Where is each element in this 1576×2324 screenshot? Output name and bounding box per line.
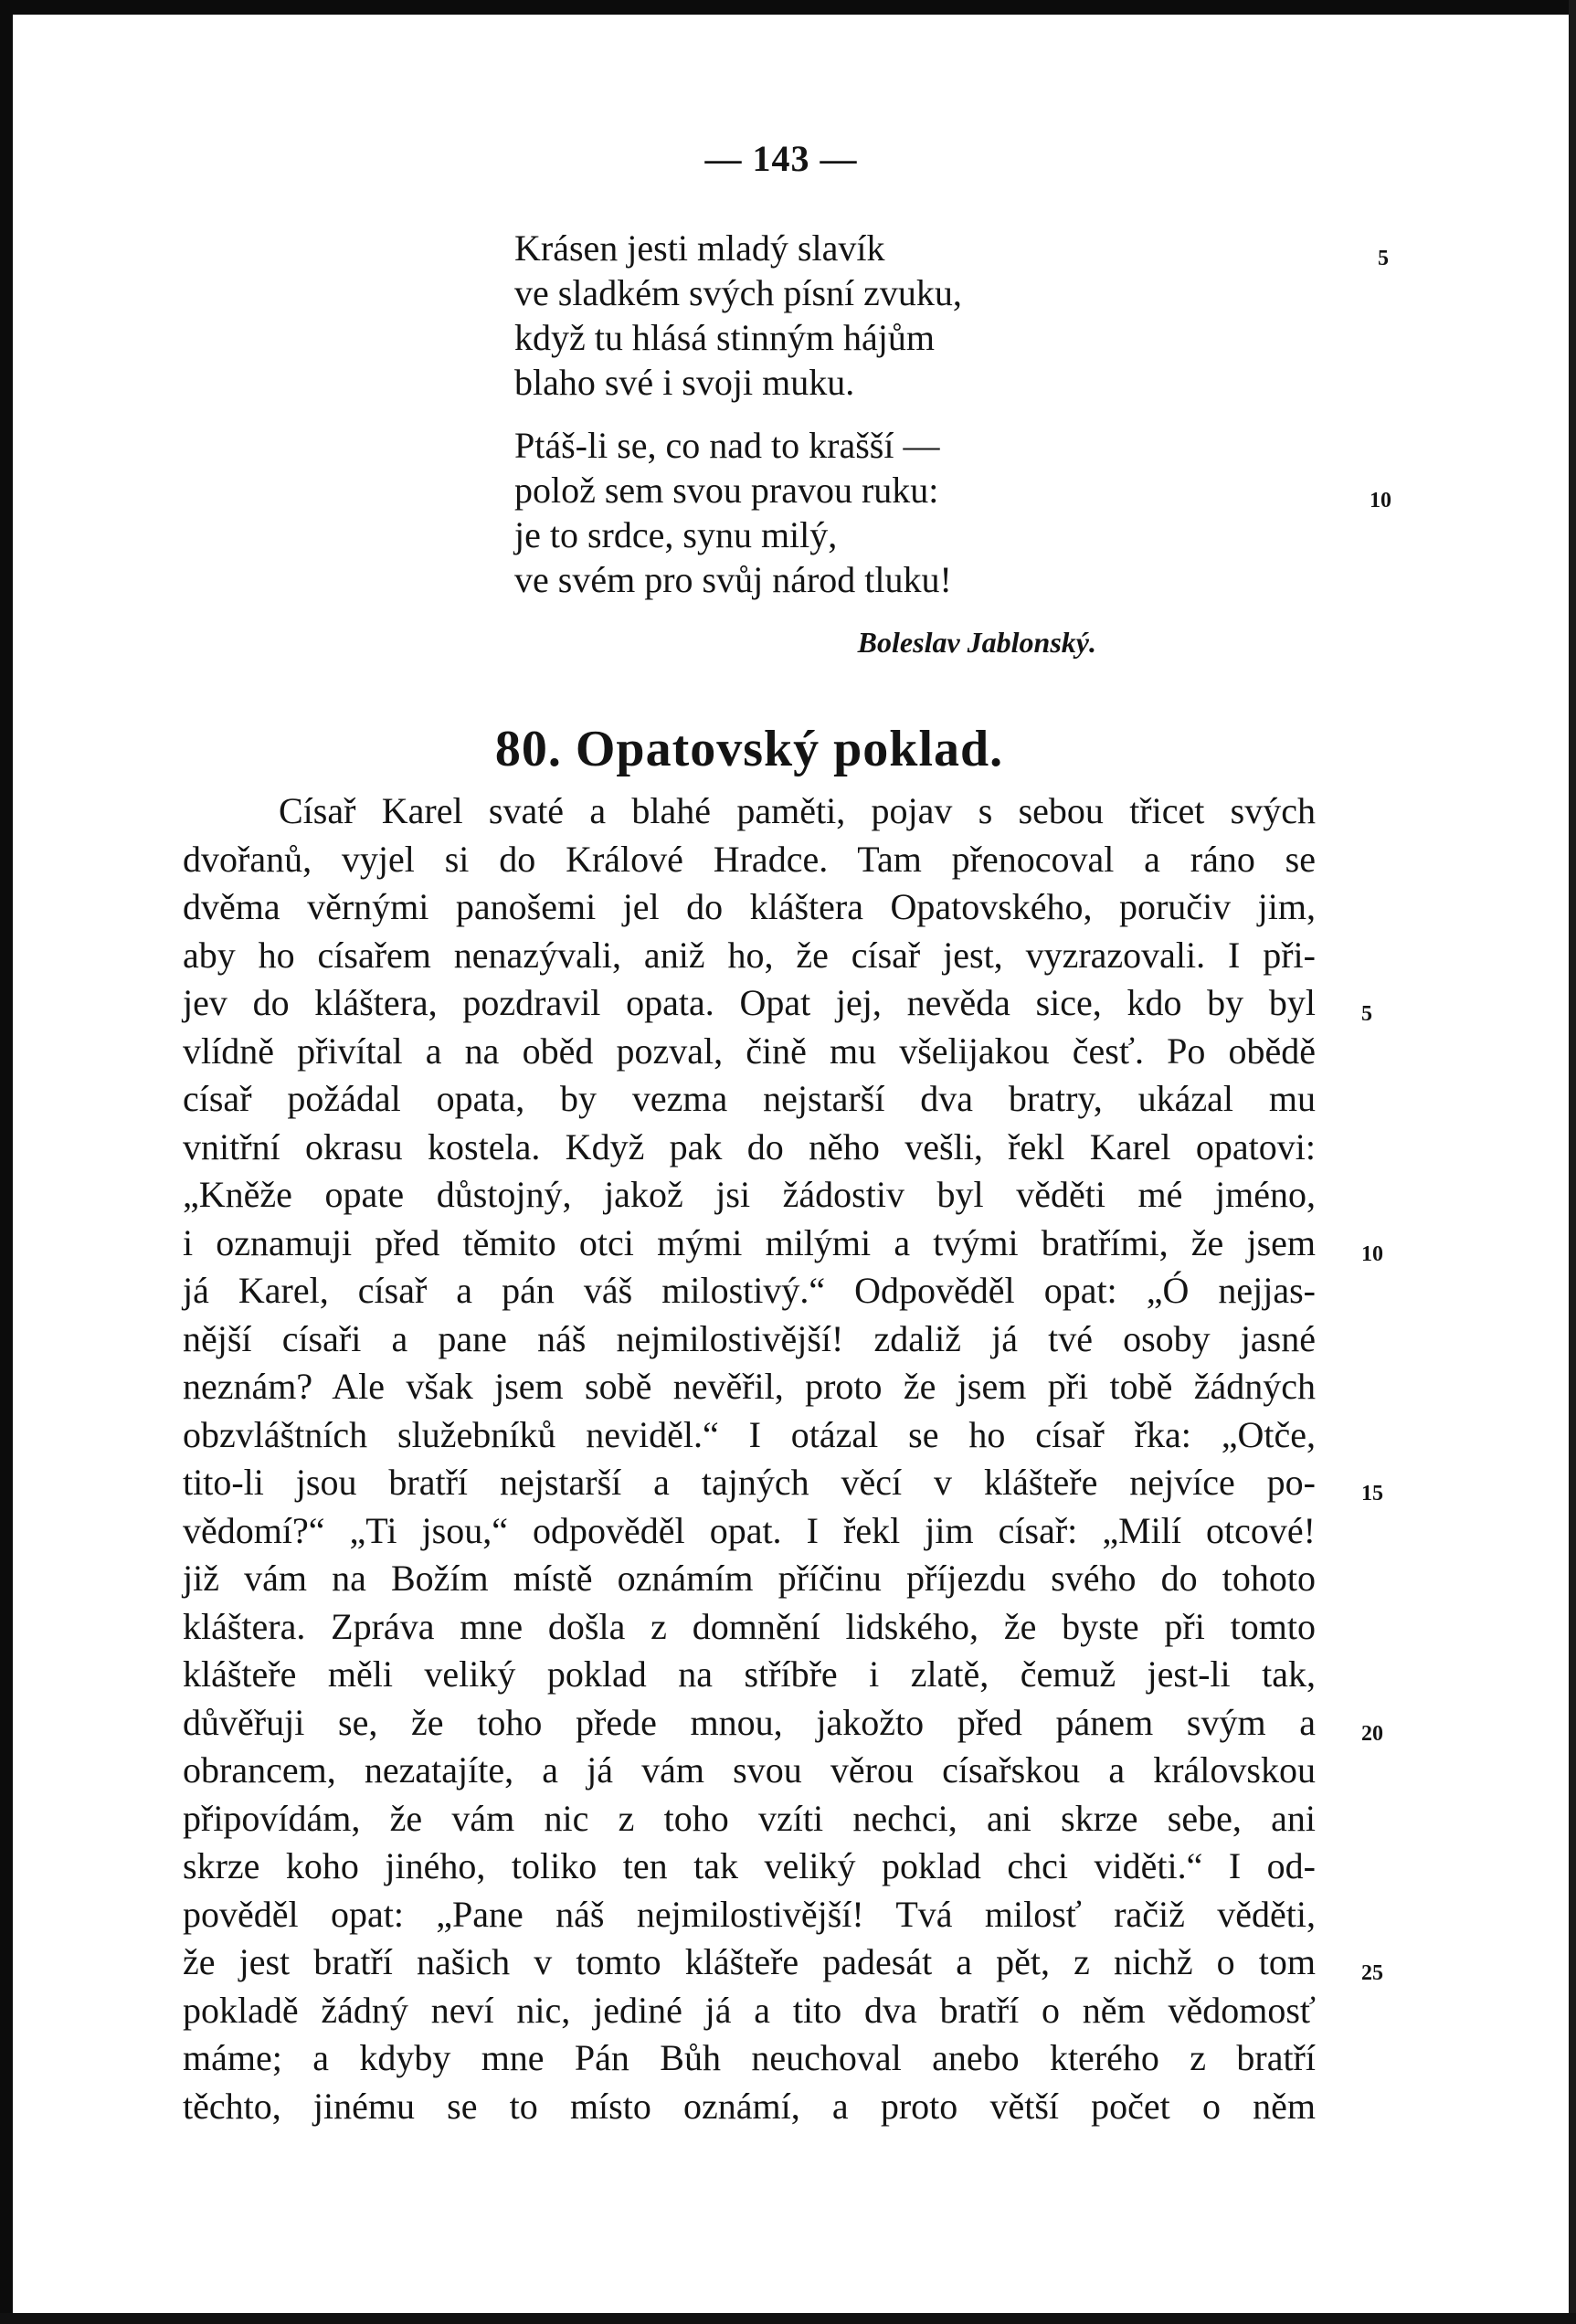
verse-line <box>514 226 1389 270</box>
text-line: vědomí?“ „Ti jsou,“ odpověděl opat. I řekl jim císař: „Milí otcové! <box>183 1509 1316 1551</box>
text-line-content: tito-li jsou bratří nejstarší a tajných věcí v klášteře nejvíce po- <box>183 1462 1316 1503</box>
text-line: Císař Karel svaté a blahé paměti, pojav s sebou třicet svých <box>279 790 1316 831</box>
text-line: císař požádal opata, by vezma nejstarší dva bratry, ukázal mu <box>183 1078 1316 1119</box>
chapter-title: 80. Opatovský poklad. <box>494 721 1004 777</box>
verse-text: je to srdce, synu milý, <box>514 514 838 555</box>
text-line: neznám? Ale však jsem sobě nevěřil, proto že jsem při tobě žádných <box>183 1366 1316 1407</box>
line-number: 20 <box>1361 1721 1383 1746</box>
verse-text: Krásen jesti mladý slavík <box>514 227 885 269</box>
text-line <box>183 1220 1383 1268</box>
page-number: — 143 — <box>704 138 858 179</box>
text-line: kláštera. Zpráva mne došla z domnění lidského, že byste při tomto <box>183 1605 1316 1647</box>
verse-line <box>514 557 1227 602</box>
text-line-content: jev do kláštera, pozdravil opata. Opat jej, nevěda sice, kdo by byl <box>183 982 1316 1023</box>
scan-border-left <box>0 0 13 2324</box>
verse-line <box>514 468 1391 512</box>
text-line-content: důvěřuji se, že toho přede mnou, jakožto před pánem svým a <box>183 1701 1316 1743</box>
text-line: nější císaři a pane náš nejmilostivější! zdaliž já tvé osoby jasné <box>183 1317 1316 1359</box>
text-line: obrancem, nezatajíte, a já vám svou věrou císařskou a královskou <box>183 1749 1316 1791</box>
text-line: dvořanů, vyjel si do Králové Hradce. Tam přenocoval a ráno se <box>183 838 1316 880</box>
text-line: klášteře měli veliký poklad na stříbře i zlatě, čemuž jest-li tak, <box>183 1653 1316 1695</box>
poem <box>514 226 1391 665</box>
poem-author: Boleslav Jablonský. <box>857 626 1096 659</box>
verse-line <box>514 512 1227 557</box>
verse-line <box>514 315 1227 360</box>
line-number: 10 <box>1361 1241 1383 1266</box>
text-line: skrze koho jiného, toliko ten tak veliký poklad chci viděti.“ I od- <box>183 1845 1316 1886</box>
text-line: pokladě žádný neví nic, jediné já a tito dva bratří o něm vědomosť <box>183 1989 1316 2031</box>
text-line: máme; a kdyby mne Pán Bůh neuchoval anebo kterého z bratří <box>183 2037 1316 2078</box>
text-line: již vám na Božím místě oznámím příčinu příjezdu svého do tohoto <box>183 1558 1316 1599</box>
verse-text: Ptáš-li se, co nad to krašší — <box>514 425 940 466</box>
text-line-content: i oznamuji před těmito otci mými milými a tvými bratřími, že jsem <box>183 1221 1316 1263</box>
text-line: pověděl opat: „Pane náš nejmilostivější! Tvá milosť račiž věděti, <box>183 1893 1316 1935</box>
line-number: 10 <box>1370 489 1391 512</box>
text-line: vnitřní okrasu kostela. Když pak do něho vešli, řekl Karel opatovi: <box>183 1125 1316 1167</box>
verse-text: ve svém pro svůj národ tluku! <box>514 559 952 600</box>
verse-line <box>514 270 1227 315</box>
scan-border-bottom <box>0 2313 1576 2324</box>
text-line <box>183 1938 1383 1987</box>
text-line <box>183 1699 1383 1748</box>
verse-text: když tu hlásá stinným hájům <box>514 317 935 358</box>
text-line: „Kněže opate důstojný, jakož jsi žádostiv byl věděti mé jméno, <box>183 1174 1316 1215</box>
verse-text: ve sladkém svých písní zvuku, <box>514 272 962 313</box>
text-line <box>183 1459 1383 1507</box>
verse-line <box>514 360 1227 405</box>
text-line: připovídám, že vám nic z toho vzíti nechci, ani skrze sebe, ani <box>183 1797 1316 1839</box>
line-number: 25 <box>1361 1961 1383 1985</box>
line-number: 15 <box>1361 1482 1383 1505</box>
text-line: těchto, jinému se to místo oznámí, a proto větší počet o něm <box>183 2085 1316 2127</box>
scan-border-right <box>1569 0 1576 2324</box>
book-page <box>183 137 1391 2130</box>
chapter-text <box>183 787 1383 2130</box>
text-line: aby ho císařem nenazývali, aniž ho, že císař jest, vyzrazovali. I při- <box>183 934 1316 976</box>
text-line-content: že jest bratří našich v tomto klášteře padesát a pět, z nichž o tom <box>183 1941 1316 1982</box>
line-number: 5 <box>1378 247 1389 270</box>
verse-text: blaho své i svoji muku. <box>514 362 855 403</box>
scan-border-top <box>0 0 1576 15</box>
line-number: 5 <box>1361 1002 1372 1026</box>
text-line: já Karel, císař a pán váš milostivý.“ Odpověděl opat: „Ó nejjas- <box>183 1270 1316 1311</box>
verse-line <box>514 423 1227 468</box>
text-line: dvěma věrnými panošemi jel do kláštera Opatovského, poručiv jim, <box>183 886 1316 927</box>
text-line: vlídně přivítal a na oběd pozval, čině mu všelijakou česť. Po obědě <box>183 1030 1316 1072</box>
text-line: obzvláštních služebníků neviděl.“ I otázal se ho císař řka: „Otče, <box>183 1413 1316 1455</box>
text-line <box>183 979 1372 1028</box>
verse-text: polož sem svou pravou ruku: <box>514 470 939 511</box>
poem-stanza <box>514 226 1389 405</box>
poem-stanza <box>514 423 1391 602</box>
